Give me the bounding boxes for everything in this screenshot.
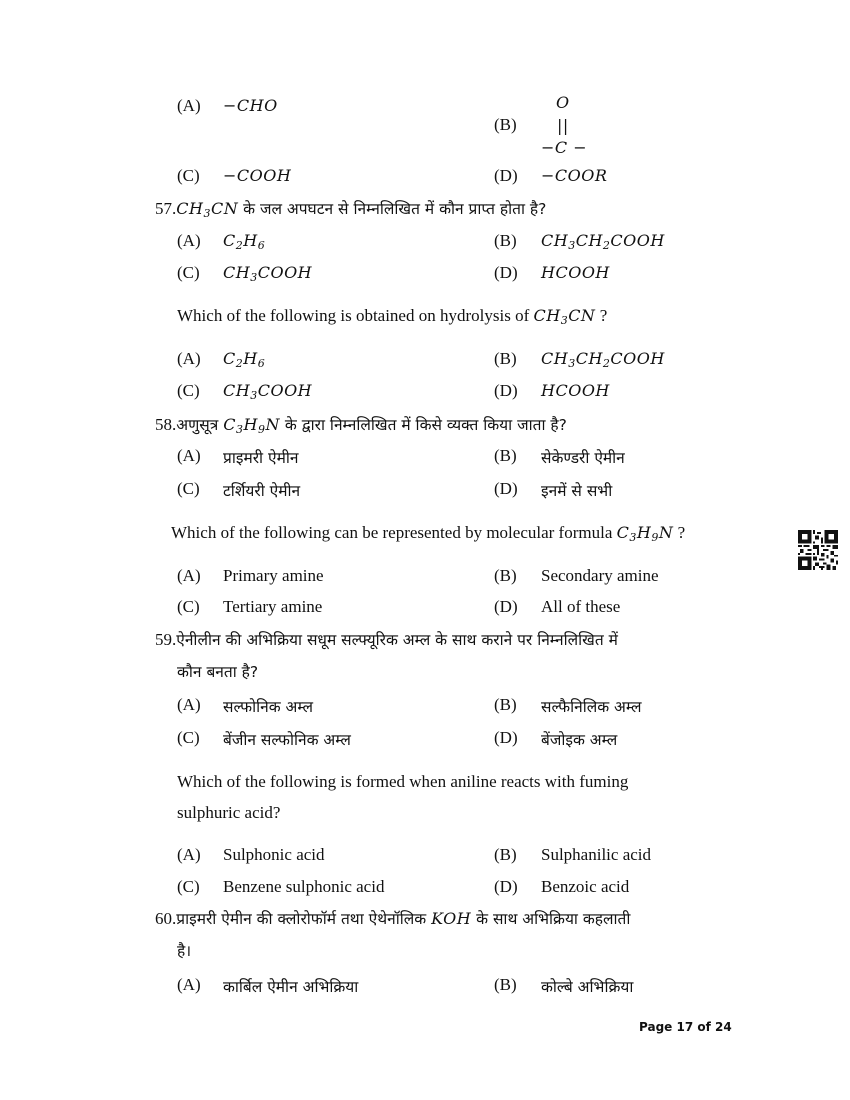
q58-en-option-a-text: Primary amine xyxy=(223,566,324,585)
q59-en-option-b-label: (B) xyxy=(494,845,517,864)
q59-en-option-b-text: Sulphanilic acid xyxy=(541,845,652,864)
q58-hi-option-d-label: (D) xyxy=(494,479,518,498)
qr-code-icon xyxy=(798,530,838,570)
q56-option-d-label: (D) xyxy=(494,166,518,185)
q56-option-a-text: −CHO xyxy=(223,96,278,115)
page-number: Page 17 of 24 xyxy=(639,1020,732,1034)
q59-en-option-c-text: Benzene sulphonic acid xyxy=(223,877,385,896)
q56-option-a-label: (A) xyxy=(177,96,201,115)
q59-en-option-a-label: (A) xyxy=(177,845,201,864)
q58-en-option-d-text: All of these xyxy=(541,597,621,616)
q58-hi-option-b-text: सेकेण्डरी ऐमीन xyxy=(541,449,625,467)
q57-en-option-a-label: (A) xyxy=(177,349,201,368)
q57-hi-option-d-text: HCOOH xyxy=(541,263,610,282)
q58-en-option-c-text: Tertiary amine xyxy=(223,597,323,616)
q57-english-question: Which of the following is obtained on hydrolysis of $CH_3CN$ ? xyxy=(177,306,608,327)
q57-en-option-c-text: $CH_3COOH$ xyxy=(223,381,313,402)
q59-hi-option-b-text: सल्फैनिलिक अम्ल xyxy=(541,698,642,716)
q60-hindi-question-line1: 60.प्राइमरी ऐमीन की क्लोरोफॉर्म तथा ऐथेनॉलिक KOH के साथ अभिक्रिया कहलाती xyxy=(155,909,631,928)
q58-hi-option-b-label: (B) xyxy=(494,446,517,465)
q57-hindi-question: $57.CH_3CN$ के जल अपघटन से निम्नलिखित में कौन प्राप्त होता है? xyxy=(155,199,547,220)
q57-hi-option-a-label: (A) xyxy=(177,231,201,250)
q57-hi-option-b-label: (B) xyxy=(494,231,517,250)
q57-en-option-a-text: $C_2H_6$ xyxy=(223,349,266,370)
q57-en-option-b-text: $CH_3CH_2COOH$ xyxy=(541,349,665,370)
q56-option-b-struct-bond: || xyxy=(557,116,569,135)
q57-hi-option-c-text: $CH_3COOH$ xyxy=(223,263,313,284)
q59-english-question-line1: Which of the following is formed when aniline reacts with fuming xyxy=(177,772,629,791)
q59-en-option-d-label: (D) xyxy=(494,877,518,896)
q58-en-option-a-label: (A) xyxy=(177,566,201,585)
q56-option-b-label: (B) xyxy=(494,115,517,134)
q59-english-question-line2: sulphuric acid? xyxy=(177,803,281,822)
q57-en-option-d-text: HCOOH xyxy=(541,381,610,400)
q57-hi-option-a-text: $C_2H_6$ xyxy=(223,231,266,252)
q56-option-c-text: −COOH xyxy=(223,166,292,185)
q60-hi-option-b-label: (B) xyxy=(494,975,517,994)
q57-hi-option-c-label: (C) xyxy=(177,263,200,282)
q58-hi-option-c-text: टर्शियरी ऐमीन xyxy=(223,482,301,500)
q59-hi-option-a-label: (A) xyxy=(177,695,201,714)
q59-hi-option-c-label: (C) xyxy=(177,728,200,747)
q56-option-b-struct-bottom: −C − xyxy=(541,138,588,157)
q57-en-option-d-label: (D) xyxy=(494,381,518,400)
q59-hi-option-d-label: (D) xyxy=(494,728,518,747)
q59-hindi-question-line2: कौन बनता है? xyxy=(177,663,259,681)
q57-hi-option-b-text: $CH_3CH_2COOH$ xyxy=(541,231,665,252)
q59-hindi-question-line1: 59.ऐनीलीन की अभिक्रिया सधूम सल्फ्यूरिक अम्ल के साथ कराने पर निम्नलिखित में xyxy=(155,630,618,649)
q58-hindi-question: 58.अणुसूत्र $C_3H_9N$ के द्वारा निम्नलिखित में किसे व्यक्त किया जाता है? xyxy=(155,415,567,436)
q58-en-option-c-label: (C) xyxy=(177,597,200,616)
q56-option-b-struct-top: O xyxy=(556,93,570,112)
q60-hi-option-b-text: कोल्बे अभिक्रिया xyxy=(541,978,634,996)
q58-english-question: Which of the following can be represented by molecular formula $C_3H_9N$ ? xyxy=(171,523,686,544)
q58-en-option-b-text: Secondary amine xyxy=(541,566,659,585)
q59-hi-option-d-text: बेंजोइक अम्ल xyxy=(541,731,618,749)
q56-option-c-label: (C) xyxy=(177,166,200,185)
q57-number: 57. xyxy=(155,199,177,218)
q58-hi-option-a-label: (A) xyxy=(177,446,201,465)
q59-hi-option-c-text: बेंजीन सल्फोनिक अम्ल xyxy=(223,731,351,749)
q57-hi-option-d-label: (D) xyxy=(494,263,518,282)
q59-en-option-a-text: Sulphonic acid xyxy=(223,845,325,864)
q60-hi-option-a-label: (A) xyxy=(177,975,201,994)
q59-hi-option-b-label: (B) xyxy=(494,695,517,714)
q59-hi-option-a-text: सल्फोनिक अम्ल xyxy=(223,698,314,716)
q59-en-option-c-label: (C) xyxy=(177,877,200,896)
q56-option-d-text: −COOR xyxy=(541,166,608,185)
q59-en-option-d-text: Benzoic acid xyxy=(541,877,630,896)
q60-hindi-question-line2: है। xyxy=(177,942,192,960)
q57-en-option-b-label: (B) xyxy=(494,349,517,368)
q60-hi-option-a-text: कार्बिल ऐमीन अभिक्रिया xyxy=(223,978,359,996)
q58-hi-option-d-text: इनमें से सभी xyxy=(541,482,613,500)
q58-en-option-b-label: (B) xyxy=(494,566,517,585)
q57-en-option-c-label: (C) xyxy=(177,381,200,400)
q58-hi-option-a-text: प्राइमरी ऐमीन xyxy=(223,449,299,467)
q58-en-option-d-label: (D) xyxy=(494,597,518,616)
q58-hi-option-c-label: (C) xyxy=(177,479,200,498)
